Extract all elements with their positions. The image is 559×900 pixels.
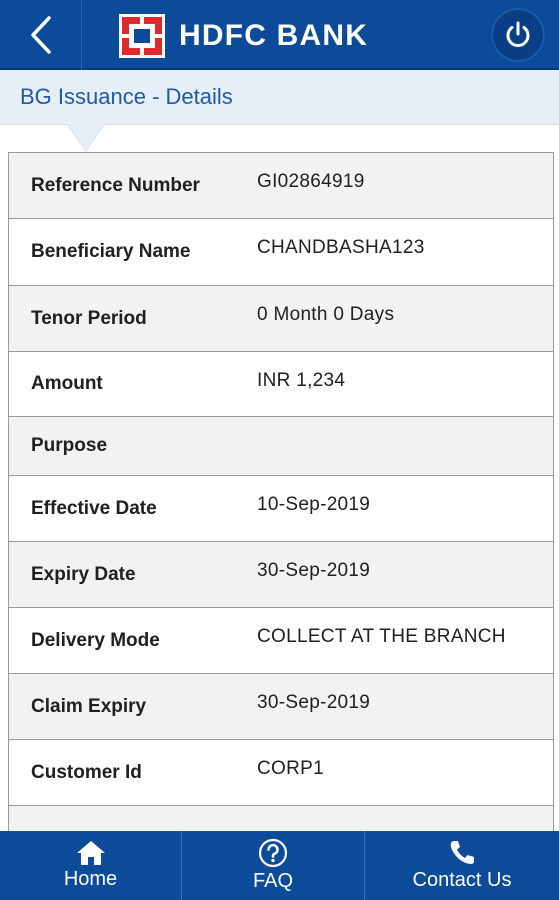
bank-name: HDFC BANK xyxy=(179,19,369,52)
detail-row-tenor-period xyxy=(9,286,553,352)
details-table xyxy=(8,152,554,873)
detail-row-customer-id xyxy=(9,740,553,806)
detail-value: CHANDBASHA123 xyxy=(257,237,425,258)
phone-icon xyxy=(447,839,477,867)
hdfc-logo-mark-icon xyxy=(119,14,165,58)
detail-value: 30-Sep-2019 xyxy=(257,560,371,581)
detail-row-delivery-mode xyxy=(9,608,553,674)
detail-value: INR 1,234 xyxy=(257,370,346,391)
power-icon xyxy=(503,20,533,50)
detail-label: Claim Expiry xyxy=(31,695,147,717)
detail-label: Customer Id xyxy=(31,761,142,783)
detail-row-effective-date xyxy=(9,476,553,542)
detail-row-purpose xyxy=(9,417,553,476)
bottom-nav xyxy=(0,831,559,900)
detail-value: GI02864919 xyxy=(257,171,365,192)
chevron-left-icon xyxy=(27,14,55,56)
app-header xyxy=(0,0,559,70)
detail-label: Beneficiary Name xyxy=(31,241,191,262)
detail-value: 0 Month 0 Days xyxy=(257,304,395,325)
title-pointer xyxy=(68,124,104,151)
detail-value: COLLECT AT THE BRANCH xyxy=(257,626,506,647)
nav-faq-label: FAQ xyxy=(252,870,293,892)
help-icon xyxy=(258,838,288,868)
detail-label: Delivery Mode xyxy=(31,629,160,651)
detail-row-expiry-date xyxy=(9,542,553,608)
home-icon xyxy=(76,840,106,866)
detail-row-beneficiary-name xyxy=(9,219,553,286)
nav-home[interactable] xyxy=(0,831,182,900)
detail-label: Reference Number xyxy=(31,174,200,196)
detail-label: Amount xyxy=(31,373,103,394)
nav-contact-us[interactable] xyxy=(365,831,559,900)
logout-button[interactable] xyxy=(491,8,545,62)
nav-home-label: Home xyxy=(63,868,118,890)
detail-row-reference-number xyxy=(9,153,553,219)
title-band xyxy=(0,70,559,125)
back-button[interactable] xyxy=(0,0,82,70)
detail-value xyxy=(233,417,553,475)
detail-row-claim-expiry xyxy=(9,674,553,740)
detail-label: Purpose xyxy=(31,435,108,456)
detail-label: Expiry Date xyxy=(31,563,136,585)
hdfc-logo xyxy=(119,14,368,58)
nav-contact-us-label: Contact Us xyxy=(412,869,512,891)
detail-label: Effective Date xyxy=(31,497,157,519)
detail-value: CORP1 xyxy=(257,758,324,779)
detail-label: Tenor Period xyxy=(31,307,147,329)
detail-value: 10-Sep-2019 xyxy=(257,494,371,515)
nav-faq[interactable] xyxy=(182,831,365,900)
page-title: BG Issuance - Details xyxy=(20,84,233,109)
detail-value: 30-Sep-2019 xyxy=(257,692,371,713)
detail-row-amount xyxy=(9,352,553,417)
